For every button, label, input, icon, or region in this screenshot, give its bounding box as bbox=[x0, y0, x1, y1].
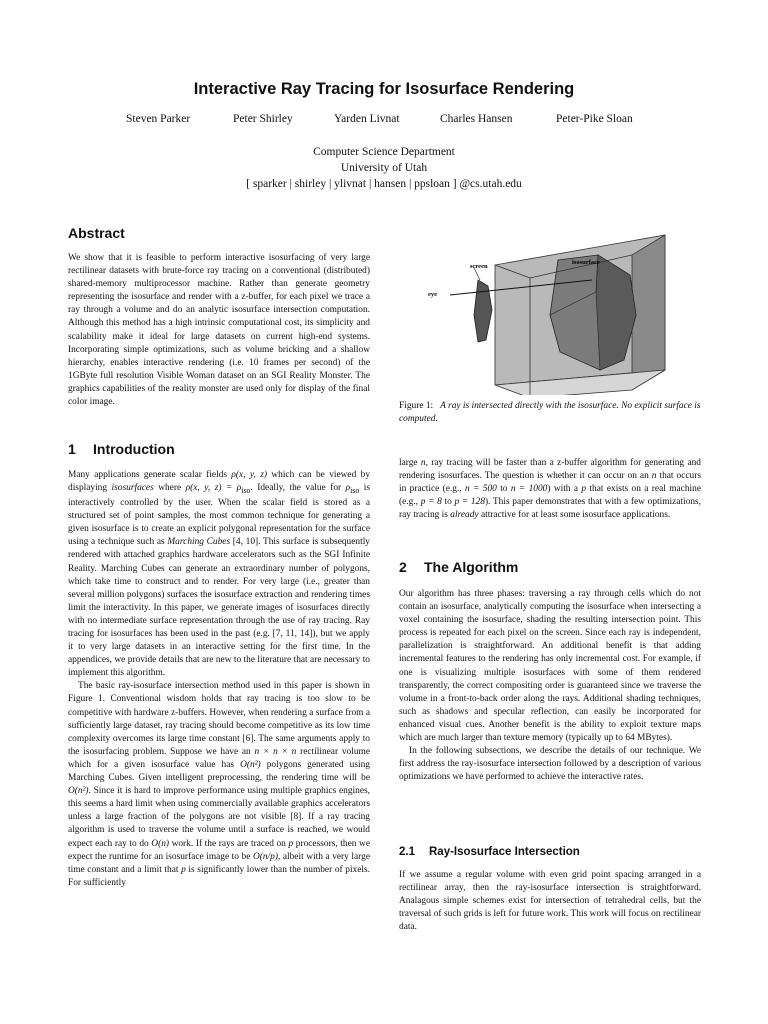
author-emails: [ sparker | shirley | ylivnat | hansen | ppsloan ] @cs.utah.edu bbox=[246, 178, 522, 190]
subsection-heading bbox=[399, 846, 580, 858]
section-heading bbox=[399, 559, 518, 575]
affiliation-university: University of Utah bbox=[340, 162, 428, 174]
author-list bbox=[0, 113, 768, 129]
cube-right-face bbox=[632, 235, 665, 390]
isosurface-label: isosurface bbox=[572, 259, 600, 266]
intro-paragraph-continued: large n, ray tracing will be faster than a z-buffer algorithm for generating and rendering isosurfaces. The question is whether it can occur on an n that occurs in practice (e.g., n = 500 to n = 1000) with a p that exists on a real machine (e.g., p = 8 to p = 128). This paper demonstrates that with a few optimizations, ray tracing is already attractive for at least some isosurface applications. bbox=[399, 458, 702, 521]
section-title: The Algorithm bbox=[424, 559, 519, 575]
screen-label: screen bbox=[470, 263, 488, 270]
figure-label: Figure 1: bbox=[399, 401, 434, 411]
eye-label: eye bbox=[428, 291, 438, 298]
intro-body-right-column bbox=[399, 457, 701, 522]
author-name: Peter-Pike Sloan bbox=[556, 113, 633, 125]
figure-1-caption bbox=[399, 400, 701, 426]
algorithm-paragraph-2: In the following subsections, we describe the details of our technique. We first address the ray-isosurface intersection followed by a description of various optimizations we have performed to achieve the interactive rates. bbox=[399, 746, 701, 783]
intro-body-left-column bbox=[68, 469, 370, 890]
algorithm-paragraph-1: Our algorithm has three phases: traversing a ray through cells which do not contain an isosurface, analytically computing the isosurface when intersecting a voxel containing the isosurface, shading the resulting intersection point. This process is repeated for each pixel on the screen. Since each ray is independent, parallelization is straightforward. An additional benefit is that adding incremental features to the rendering has only incremental cost. For example, if one is visualizing multiple isosurfaces with some of them rendered transparently, the correct compositing order is guaranteed since we traverse the volume in a front-to-back order along the rays. Additional shading techniques, such as shadows and specular reflection, can easily be incorporated for enhanced visual cues. Another benefit is the ability to exploit texture maps which are much larger than texture memory (typically up to 64 MBytes). bbox=[399, 589, 701, 744]
abstract-paragraph: We show that it is feasible to perform interactive isosurfacing of very large rectilinear datasets with brute-force ray tracing on a conventional (distributed) shared-memory multiprocessor machine. Rather than generate geometry representing the isosurface and render with a z-buffer, for each pixel we trace a ray through a volume and do an analytic isosurface intersection computation. Although this method has a high intrinsic computational cost, its simplicity and scalability make it ideal for large datasets on current high-end systems. Incorporating simple optimizations, such as volume bricking and a shallow hierarchy, enables interactive rendering (i.e. 10 frames per second) of the 1GByte full resolution Visible Woman dataset on an SGI Reality Monster. The graphics capabilities of the reality monster are used only for display of the final color image. bbox=[68, 253, 370, 408]
intro-paragraph-2: The basic ray-isosurface intersection method used in this paper is shown in Figure 1. Conventional wisdom holds that ray tracing is too slow to be competitive with hardware z-buffers. However, when rendering a surface from a sufficiently large dataset, ray tracing should become competitive as its low time complexity overcomes its large time constant [6]. The same arguments apply to the isosurfacing problem. Suppose we have an n × n × n rectilinear volume which for a given isosurface value has O(n²) polygons generated using Marching Cubes. Given intelligent preprocessing, the rendering time will be O(n²). Since it is hard to improve performance using multiple graphics engines, this seems a hard limit when using commercially available graphics accelerators unless a large fraction of the polygons are not visible [8]. If a ray tracing algorithm is used to traverse the volume until a surface is reached, we would expect each ray to do O(n) work. If the rays are traced on p processors, then we expect the runtime for an isosurface image to be O(n/p), albeit with a very large time constant and a limit that p is significantly lower than the number of pixels. For sufficiently bbox=[68, 681, 371, 888]
paper-title: Interactive Ray Tracing for Isosurface Rendering bbox=[193, 80, 575, 98]
subsection-body bbox=[399, 869, 701, 934]
section-number: 1 bbox=[68, 441, 76, 457]
algorithm-body bbox=[399, 588, 701, 784]
author-name: Peter Shirley bbox=[233, 113, 293, 125]
section-title: Introduction bbox=[93, 441, 175, 457]
subsection-title: Ray-Isosurface Intersection bbox=[429, 846, 580, 858]
subsection-number: 2.1 bbox=[399, 846, 415, 858]
author-name: Yarden Livnat bbox=[334, 113, 400, 125]
abstract-body bbox=[68, 252, 370, 409]
author-name: Steven Parker bbox=[126, 113, 191, 125]
figure-caption-text: A ray is intersected directly with the isosurface. No explicit surface is computed. bbox=[399, 401, 701, 425]
intro-paragraph-1: Many applications generate scalar fields ρ(x, y, z) which can be viewed by displaying isosurfaces where ρ(x, y, $z) = \rho_{iso}$. Ideally, the value for $\rho_{iso}$ is interactively controlled by the user. When the scalar field is stored as a structured set of point samples, the most common technique for generating a given isosurface is to create an explicit polygonal representation for the surface using a technique such as Marching Cubes [4, 10]. This surface is subsequently rendered with attached graphics hardware accelerators such as the SGI Infinite Reality. Marching Cubes can generate an extraordinary number of polygons, which take time to construct and to render. For very large (i.e., greater than several million polygons) surfaces the isosurface extraction and rendering times limit the interactivity. In this paper, we generate images of isosurfaces directly with no intermediate surface representation through the use of ray tracing. Ray tracing for isosurfaces has been used in the past (e.g. [7, 11, 14]), but we apply it to very large datasets in an interactive setting for the first time. In the appendices, we provide details that are new to the literature that are necessary to implement this algorithm. bbox=[68, 470, 371, 679]
section-heading bbox=[68, 441, 175, 457]
figure-1-diagram bbox=[410, 220, 700, 395]
author-name: Charles Hansen bbox=[440, 113, 513, 125]
abstract-heading: Abstract bbox=[68, 225, 125, 241]
subsection-paragraph-1: If we assume a regular volume with even grid point spacing arranged in a rectilinear array, then the ray-isosurface intersection is straightforward. Analagous simple schemes exist for intersection of tetrahedral cells, but the traversal of such grids is left for future work. This work will focus on rectilinear data. bbox=[399, 870, 701, 933]
affiliation-department: Computer Science Department bbox=[313, 146, 455, 158]
screen-plane bbox=[474, 280, 492, 342]
section-number: 2 bbox=[399, 559, 407, 575]
